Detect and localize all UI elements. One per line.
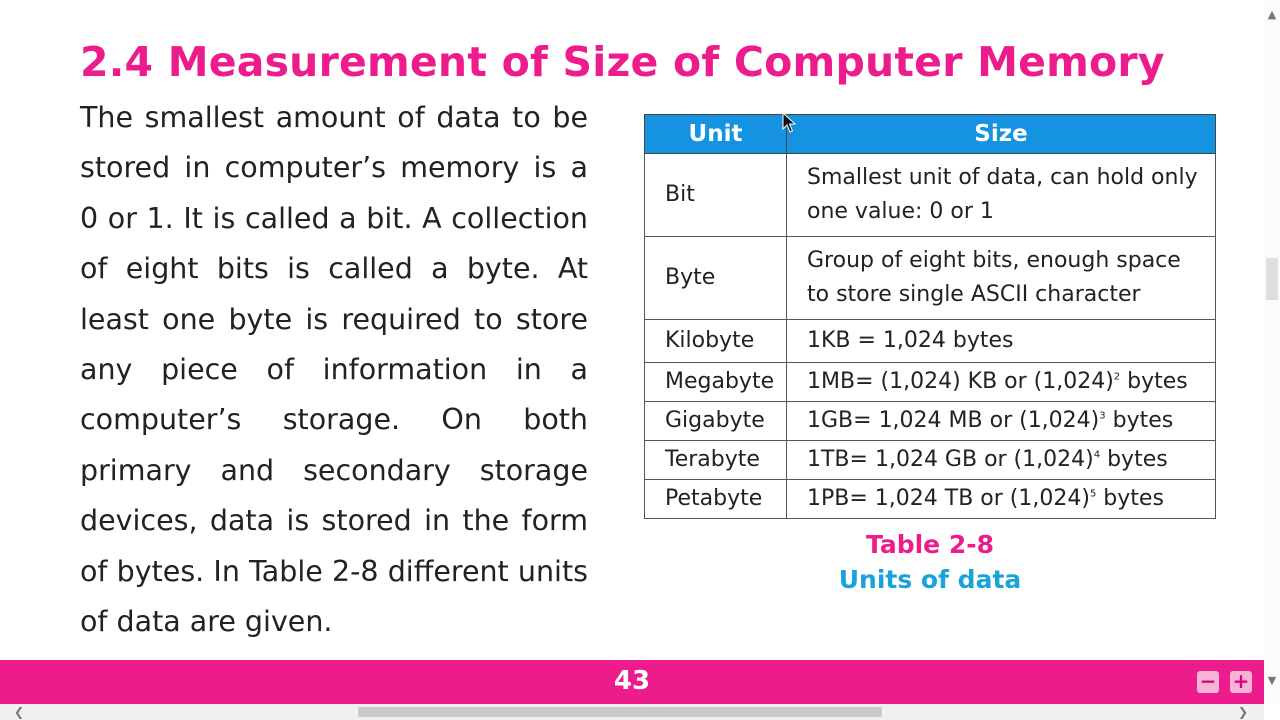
section-heading: 2.4 Measurement of Size of Computer Memory <box>80 38 1165 86</box>
size-cell: Smallest unit of data, can hold only one value: 0 or 1 <box>787 154 1216 237</box>
size-text: 1GB= 1,024 MB or (1,024) <box>807 408 1100 433</box>
table-row <box>645 154 1216 237</box>
size-unit: bytes <box>1120 369 1188 394</box>
unit-cell: Byte <box>645 237 787 320</box>
header-size: Size <box>787 115 1216 154</box>
exponent: 3 <box>1099 410 1106 422</box>
table-row <box>645 363 1216 402</box>
vertical-scrollbar[interactable] <box>1264 0 1280 704</box>
unit-cell: Kilobyte <box>645 320 787 363</box>
table-row <box>645 480 1216 519</box>
page-number: 43 <box>613 666 651 696</box>
table-caption-number: Table 2-8 <box>866 530 994 559</box>
unit-cell: Petabyte <box>645 480 787 519</box>
zoom-in-icon[interactable]: + <box>1230 671 1252 693</box>
size-text: 1PB= 1,024 TB or (1,024) <box>807 486 1090 511</box>
body-paragraph: The smallest amount of data to be stored in computer’s memory is a 0 or 1. It is called a bit. A collection of eight bits is called a byte. At least one byte is required to store any piece of information in a computer’s storage. On both primary and secondary storage devices, data is stored in the form of bytes. In Table 2-8 different units of data are given. <box>80 101 588 639</box>
horizontal-scrollbar[interactable] <box>0 704 1264 720</box>
units-table <box>644 114 1216 519</box>
table-row <box>645 320 1216 363</box>
scroll-up-icon[interactable]: ▲ <box>1267 8 1277 21</box>
size-unit: bytes <box>1096 486 1164 511</box>
table-row <box>645 237 1216 320</box>
size-text: 1MB= (1,024) KB or (1,024) <box>807 369 1114 394</box>
exponent: 5 <box>1089 488 1097 500</box>
exponent: 4 <box>1093 449 1101 461</box>
unit-cell: Bit <box>645 154 787 237</box>
table-row <box>645 402 1216 441</box>
header-unit: Unit <box>645 115 787 154</box>
size-cell <box>787 363 1216 402</box>
horizontal-scroll-thumb[interactable] <box>358 707 882 717</box>
table-caption-title: Units of data <box>838 565 1022 594</box>
size-cell <box>787 402 1216 441</box>
table-header-row <box>645 115 1216 154</box>
vertical-scroll-thumb[interactable] <box>1266 258 1278 300</box>
unit-cell: Gigabyte <box>645 402 787 441</box>
scroll-left-icon[interactable]: ❮ <box>14 705 25 719</box>
size-cell: Group of eight bits, enough space to store single ASCII character <box>787 237 1216 320</box>
footer-bar <box>0 660 1264 704</box>
unit-cell: Terabyte <box>645 441 787 480</box>
size-cell <box>787 480 1216 519</box>
size-unit: bytes <box>1105 408 1174 433</box>
scroll-right-icon[interactable]: ❯ <box>1238 705 1249 719</box>
unit-cell: Megabyte <box>645 363 787 402</box>
exponent: 2 <box>1113 371 1121 383</box>
size-text: 1TB= 1,024 GB or (1,024) <box>807 447 1094 472</box>
size-cell <box>787 441 1216 480</box>
zoom-out-icon[interactable]: − <box>1197 671 1219 693</box>
table-row <box>645 441 1216 480</box>
mouse-cursor-icon <box>782 112 796 134</box>
size-unit: bytes <box>1100 447 1168 472</box>
scroll-down-icon[interactable]: ▼ <box>1267 674 1277 687</box>
previous-text-fragment <box>790 0 990 2</box>
size-cell: 1KB = 1,024 bytes <box>787 320 1216 363</box>
